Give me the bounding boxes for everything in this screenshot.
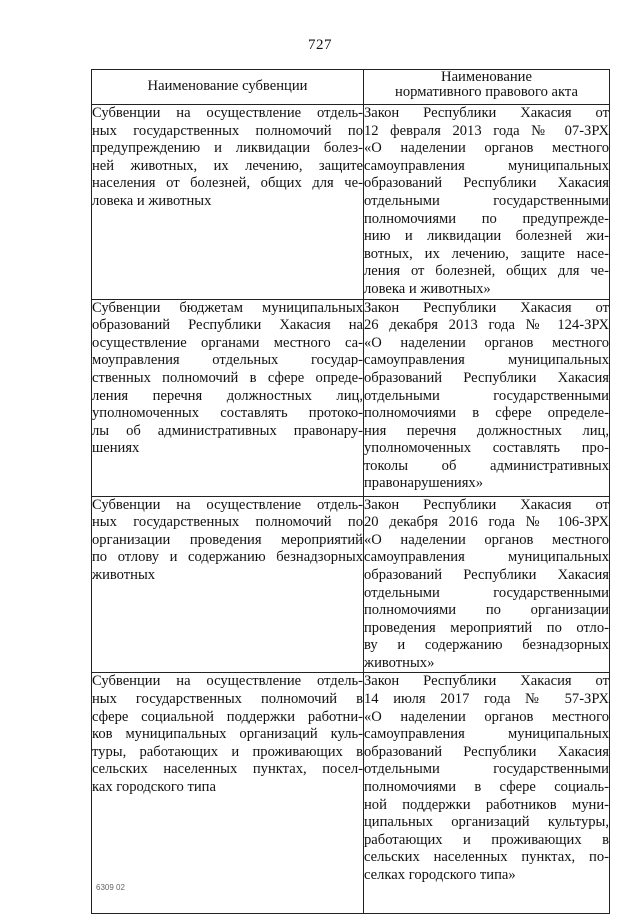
text-line: ках городского типа (92, 779, 216, 796)
text-line: образований Республики Хакасия на (92, 317, 363, 334)
text-line: ков муниципальных организаций куль- (92, 726, 363, 743)
text-line: Субвенции на осуществление отдель- (92, 496, 363, 513)
text-line: шениях (92, 440, 140, 457)
subsidy-name-cell (92, 673, 364, 914)
text-line: ву и содержанию безнадзорных (364, 637, 609, 654)
text-line: ней животных, их лечению, защите (92, 157, 363, 174)
subsidy-name-cell (92, 496, 364, 673)
legal-act-cell (364, 673, 610, 914)
text-line: лы об административных правонару- (92, 422, 363, 439)
text-line: ления от болезней, общих для че- (364, 263, 609, 280)
text-line: по отлову и содержанию безнадзорных (92, 549, 363, 566)
text-line: животных» (364, 654, 435, 671)
text-line: ния перечня должностных лиц, (364, 422, 609, 439)
text-line: предупреждению и ликвидации болез- (92, 140, 363, 157)
text-line: отдельными государственными (364, 387, 609, 404)
text-line: нию и ликвидации болезней жи- (364, 228, 609, 245)
header-legal-act-line-2: нормативного правового акта (395, 84, 578, 100)
text-line: образований Республики Хакасия (364, 566, 609, 583)
text-line: организации проведения мероприятий (92, 531, 363, 548)
text-line: вотных, их лечению, защите насе- (364, 245, 609, 262)
text-line: ловека и животных (92, 192, 212, 209)
text-line: Субвенции бюджетам муниципальных (92, 299, 363, 316)
table-row (92, 299, 610, 496)
subsidies-table (91, 69, 610, 914)
text-line: проведения мероприятий по отло- (364, 619, 609, 636)
footer-print-code: 6309 02 (96, 883, 125, 892)
text-line: отдельными государственными (364, 584, 609, 601)
text-line: полномочиями по организации (364, 602, 609, 619)
text-line: уполномоченных составлять про- (364, 440, 609, 457)
text-line: полномочиями в сфере определе- (364, 405, 609, 422)
text-line: ных государственных полномочий по (92, 514, 363, 531)
header-legal-act-line-1: Наименование (441, 69, 532, 85)
header-subsidy-name: Наименование субвенции (92, 70, 364, 105)
text-line: сфере социальной поддержки работни- (92, 708, 363, 725)
text-line: ловека и животных» (364, 280, 491, 297)
text-line: самоуправления муниципальных (364, 549, 609, 566)
text-line: Закон Республики Хакасия от (364, 496, 609, 513)
table-row (92, 673, 610, 914)
subsidy-name-cell (92, 105, 364, 300)
text-line: Закон Республики Хакасия от (364, 673, 609, 690)
text-line: отдельными государственными (364, 192, 609, 209)
text-line: работающих и проживающих в (364, 831, 609, 848)
text-line: самоуправления муниципальных (364, 157, 609, 174)
text-line: ципальных организаций культуры, (364, 814, 609, 831)
table-row (92, 105, 610, 300)
subsidy-name-cell (92, 299, 364, 496)
text-line: Закон Республики Хакасия от (364, 105, 609, 121)
text-line: образований Республики Хакасия (364, 175, 609, 192)
header-legal-act-name (364, 70, 610, 105)
text-line: животных (92, 566, 156, 583)
text-line: полномочиями по предупрежде- (364, 210, 609, 227)
text-line: моуправления отдельных государ- (92, 352, 363, 369)
text-line: самоуправления муниципальных (364, 726, 609, 743)
text-line: «О наделении органов местного (364, 531, 609, 548)
text-line: ных государственных полномочий по (92, 122, 363, 139)
text-line: отдельными государственными (364, 761, 609, 778)
text-line: осуществление органами местного са- (92, 334, 363, 351)
text-line: образований Республики Хакасия (364, 369, 609, 386)
legal-act-cell (364, 299, 610, 496)
text-line: ления перечня должностных лиц, (92, 387, 363, 404)
text-line: «О наделении органов местного (364, 334, 609, 351)
legal-act-cell (364, 496, 610, 673)
text-line: селках городского типа» (364, 867, 516, 883)
text-line: сельских населенных пунктах, посел- (92, 761, 363, 778)
table-header-row (92, 70, 610, 105)
text-line: населения от болезней, общих для че- (92, 175, 363, 192)
text-line: туры, работающих и проживающих в (92, 743, 363, 760)
text-line: токолы об административных (364, 457, 609, 474)
text-line: сельских населенных пунктах, по- (364, 849, 609, 866)
text-line: уполномоченных составлять протоко- (92, 405, 363, 422)
text-line: ных государственных полномочий в (92, 691, 363, 708)
text-line: 12 февраля 2013 года № 07-ЗРХ (364, 122, 609, 139)
text-line: «О наделении органов местного (364, 708, 609, 725)
text-line: образований Республики Хакасия (364, 743, 609, 760)
text-line: самоуправления муниципальных (364, 352, 609, 369)
text-line: полномочиями в сфере социаль- (364, 779, 609, 796)
text-line: Субвенции на осуществление отдель- (92, 105, 363, 121)
text-line: Субвенции на осуществление отдель- (92, 673, 363, 690)
text-line: правонарушениях» (364, 475, 484, 492)
text-line: ной поддержки работников муни- (364, 796, 609, 813)
legal-act-cell (364, 105, 610, 300)
text-line: 26 декабря 2013 года № 124-ЗРХ (364, 317, 609, 334)
text-line: 20 декабря 2016 года № 106-ЗРХ (364, 514, 609, 531)
table-row (92, 496, 610, 673)
text-line: Закон Республики Хакасия от (364, 299, 609, 316)
text-line: ственных полномочий в сфере опреде- (92, 369, 363, 386)
text-line: «О наделении органов местного (364, 140, 609, 157)
text-line: 14 июля 2017 года № 57-ЗРХ (364, 691, 609, 708)
page-number: 727 (308, 37, 332, 53)
